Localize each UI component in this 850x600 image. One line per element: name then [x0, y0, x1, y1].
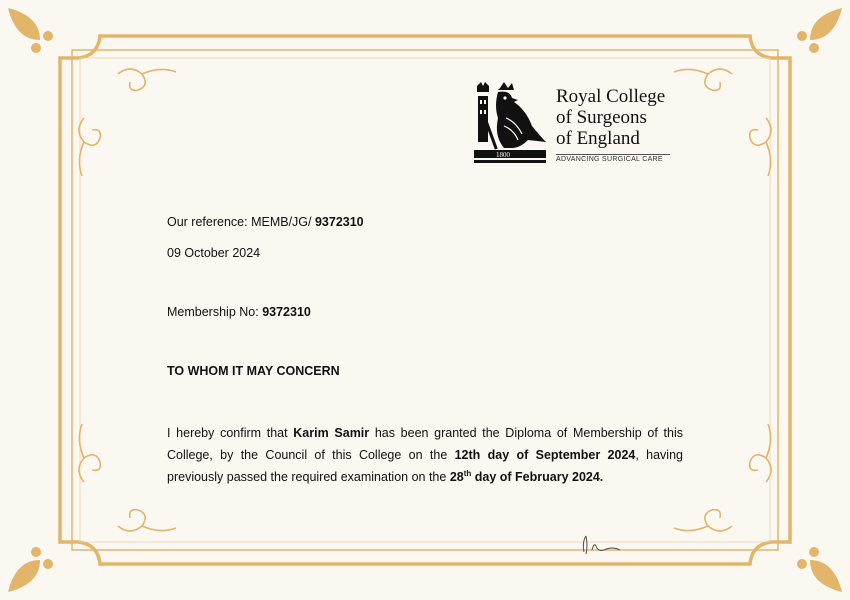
exam-day-number: 28	[449, 470, 464, 484]
swirl-flourish-top-left	[79, 69, 176, 176]
corner-ornament-bottom-left	[8, 547, 53, 592]
body-text: , having previously passed the required examination on the	[167, 448, 683, 484]
svg-text:1800: 1800	[496, 151, 510, 159]
corner-ornament-top-left	[8, 8, 53, 53]
logo-line: of Surgeons	[556, 107, 647, 128]
logo-line: Royal College	[556, 86, 666, 107]
logo-wordmark	[556, 86, 665, 149]
logo-line: of England	[556, 128, 640, 149]
confirmation-paragraph	[167, 422, 683, 488]
reference-number: 9372310	[314, 215, 364, 229]
corner-ornament-top-right	[797, 8, 842, 53]
swirl-flourish-bottom-left	[79, 424, 176, 531]
signature-scribble	[574, 532, 626, 556]
swirl-flourish-bottom-right	[674, 424, 771, 531]
exam-date-rest: day of February 2024.	[471, 470, 604, 484]
body-intro: I hereby confirm that	[167, 426, 294, 440]
salutation: TO WHOM IT MAY CONCERN	[167, 364, 340, 378]
eagle-crest-icon	[474, 82, 550, 166]
membership-label: Membership No:	[167, 305, 263, 319]
corner-ornament-bottom-right	[797, 547, 842, 592]
letter-date: 09 October 2024	[167, 246, 261, 260]
rcs-logo	[474, 82, 674, 166]
reference-label: Our reference: MEMB/JG/	[167, 215, 315, 229]
exam-day-suffix: th	[463, 468, 472, 478]
membership-number: 9372310	[262, 305, 311, 319]
reference-line	[167, 214, 364, 230]
member-name: Karim Samir	[293, 426, 370, 440]
body-text: has been granted the Diploma of Membership of this College, by the Council of this College on the	[167, 426, 683, 462]
logo-tagline: ADVANCING SURGICAL CARE	[556, 154, 670, 163]
exam-date	[450, 470, 603, 484]
membership-line	[167, 304, 311, 320]
granted-date: 12th day of September 2024	[454, 448, 636, 462]
swirl-flourish-top-right	[674, 69, 771, 176]
